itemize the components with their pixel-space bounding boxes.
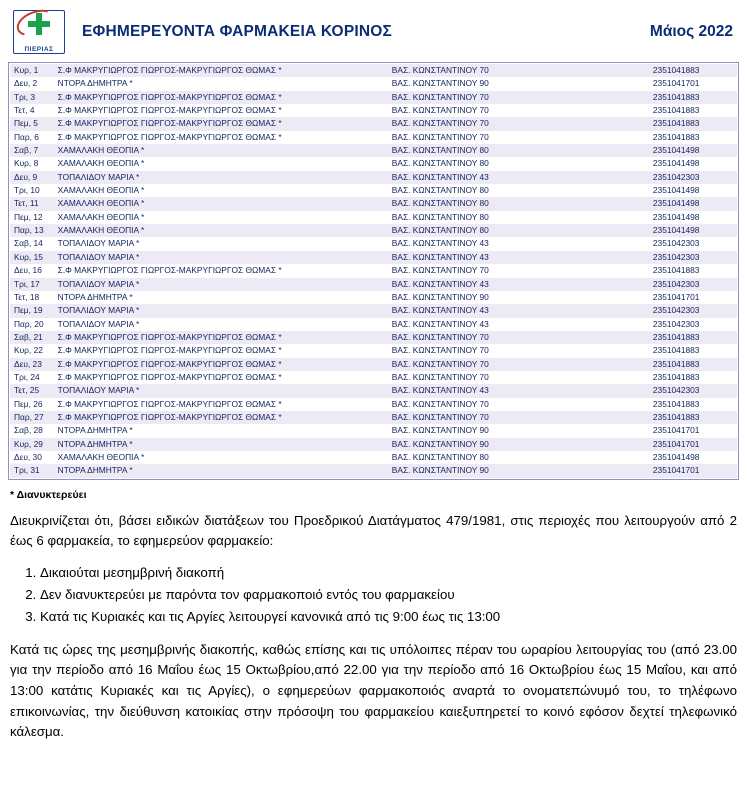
table-row — [10, 411, 737, 424]
schedule-table-body — [10, 64, 737, 478]
cell-phone: 2351041883 — [652, 118, 700, 129]
cell-phone: 2351041498 — [652, 225, 700, 236]
cell-pharmacy: Σ.Φ ΜΑΚΡΥΓΙΩΡΓΟΣ ΓΙΩΡΓΟΣ-ΜΑΚΡΥΓΙΩΡΓΟΣ ΘΩΜΑΣ * — [57, 411, 282, 422]
table-row — [10, 184, 737, 197]
cell-pharmacy: ΧΑΜΑΛΑΚΗ ΘΕΟΠΙΑ * — [57, 145, 145, 156]
table-row — [10, 171, 737, 184]
cell-phone: 2351041701 — [652, 465, 700, 476]
table-row — [10, 197, 737, 210]
cell-day: Κυρ, 29 — [14, 438, 43, 449]
cell-phone: 2351042303 — [652, 318, 700, 329]
cell-day: Κυρ, 1 — [14, 65, 39, 75]
cell-address: ΒΑΣ. ΚΩΝΣΤΑΝΤΙΝΟΥ 90 — [391, 291, 489, 302]
table-row — [10, 358, 737, 371]
table-row — [10, 144, 737, 157]
cell-phone: 2351041701 — [652, 78, 700, 89]
cell-day: Σαβ, 7 — [14, 145, 39, 156]
cell-day: Τετ, 25 — [14, 385, 40, 396]
cell-address: ΒΑΣ. ΚΩΝΣΤΑΝΤΙΝΟΥ 70 — [391, 358, 489, 369]
cell-phone: 2351041498 — [652, 185, 700, 196]
cell-day: Σαβ, 28 — [14, 425, 43, 436]
cell-address: ΒΑΣ. ΚΩΝΣΤΑΝΤΙΝΟΥ 70 — [391, 65, 489, 75]
cell-address: ΒΑΣ. ΚΩΝΣΤΑΝΤΙΝΟΥ 80 — [391, 145, 489, 156]
cell-pharmacy: ΝΤΟΡΑ ΔΗΜΗΤΡΑ * — [57, 425, 133, 436]
cell-day: Κυρ, 15 — [14, 251, 43, 262]
table-row — [10, 264, 737, 277]
cell-phone: 2351041498 — [652, 158, 700, 169]
cell-address: ΒΑΣ. ΚΩΝΣΤΑΝΤΙΝΟΥ 70 — [391, 265, 489, 276]
cell-address: ΒΑΣ. ΚΩΝΣΤΑΝΤΙΝΟΥ 43 — [391, 171, 489, 182]
cell-pharmacy: Σ.Φ ΜΑΚΡΥΓΙΩΡΓΟΣ ΓΙΩΡΓΟΣ-ΜΑΚΡΥΓΙΩΡΓΟΣ ΘΩΜΑΣ * — [57, 371, 282, 382]
cell-day: Τετ, 18 — [14, 291, 40, 302]
cell-day: Πεμ, 19 — [14, 305, 43, 316]
cell-phone: 2351041883 — [652, 358, 700, 369]
cell-phone: 2351041883 — [652, 265, 700, 276]
table-row — [10, 398, 737, 411]
cell-day: Δευ, 30 — [14, 451, 42, 462]
cell-pharmacy: Σ.Φ ΜΑΚΡΥΓΙΩΡΓΟΣ ΓΙΩΡΓΟΣ-ΜΑΚΡΥΓΙΩΡΓΟΣ ΘΩΜΑΣ * — [57, 358, 282, 369]
cell-address: ΒΑΣ. ΚΩΝΣΤΑΝΤΙΝΟΥ 70 — [391, 331, 489, 342]
intro-paragraph: Διευκρινίζεται ότι, βάσει ειδικών διατάξεων του Προεδρικού Διατάγματος 479/1981, στις περιοχές που λειτουργούν από 2 έως 6 φαρμακεία, το εφημερεύον φαρμακείο: — [10, 512, 737, 549]
cell-address: ΒΑΣ. ΚΩΝΣΤΑΝΤΙΝΟΥ 43 — [391, 385, 489, 396]
cell-phone: 2351042303 — [652, 305, 700, 316]
rule-item: 3. Κατά τις Κυριακές και τις Αργίες λειτουργεί κανονικά από τις 9:00 έως τις 13:00 — [40, 606, 737, 627]
cell-phone: 2351041701 — [652, 438, 700, 449]
cell-phone: 2351042303 — [652, 251, 700, 262]
rule-item: 1. Δικαιούται μεσημβρινή διακοπή — [40, 562, 737, 583]
month-label: Μάιος 2022 — [649, 23, 733, 40]
cell-phone: 2351041701 — [652, 291, 700, 302]
cell-day: Τρι, 24 — [14, 371, 40, 382]
cell-address: ΒΑΣ. ΚΩΝΣΤΑΝΤΙΝΟΥ 90 — [391, 425, 489, 436]
cell-day: Πεμ, 26 — [14, 398, 43, 409]
schedule-table — [10, 64, 737, 478]
cell-day: Τρι, 17 — [14, 278, 40, 289]
cell-address: ΒΑΣ. ΚΩΝΣΤΑΝΤΙΝΟΥ 43 — [391, 305, 489, 316]
cell-pharmacy: ΤΟΠΑΛΙΔΟΥ ΜΑΡΙΑ * — [57, 278, 140, 289]
table-row — [10, 251, 737, 264]
cell-day: Παρ, 13 — [14, 225, 44, 236]
table-row — [10, 438, 737, 451]
cell-pharmacy: ΝΤΟΡΑ ΔΗΜΗΤΡΑ * — [57, 465, 133, 476]
table-row — [10, 304, 737, 317]
cell-phone: 2351042303 — [652, 385, 700, 396]
cell-phone: 2351042303 — [652, 171, 700, 182]
cell-address: ΒΑΣ. ΚΩΝΣΤΑΝΤΙΝΟΥ 80 — [391, 158, 489, 169]
cell-phone: 2351041883 — [652, 65, 700, 75]
cell-address: ΒΑΣ. ΚΩΝΣΤΑΝΤΙΝΟΥ 70 — [391, 105, 489, 116]
table-row — [10, 384, 737, 397]
cell-phone: 2351042303 — [652, 278, 700, 289]
cell-day: Δευ, 23 — [14, 358, 42, 369]
cell-phone: 2351041883 — [652, 331, 700, 342]
cell-pharmacy: Σ.Φ ΜΑΚΡΥΓΙΩΡΓΟΣ ΓΙΩΡΓΟΣ-ΜΑΚΡΥΓΙΩΡΓΟΣ ΘΩΜΑΣ * — [57, 131, 282, 142]
cell-day: Πεμ, 12 — [14, 211, 43, 222]
cell-pharmacy: Σ.Φ ΜΑΚΡΥΓΙΩΡΓΟΣ ΓΙΩΡΓΟΣ-ΜΑΚΡΥΓΙΩΡΓΟΣ ΘΩΜΑΣ * — [57, 331, 282, 342]
cell-day: Παρ, 6 — [14, 131, 39, 142]
cell-day: Δευ, 9 — [14, 171, 38, 182]
table-row — [10, 77, 737, 90]
cell-pharmacy: ΤΟΠΑΛΙΔΟΥ ΜΑΡΙΑ * — [57, 318, 140, 329]
cell-address: ΒΑΣ. ΚΩΝΣΤΑΝΤΙΝΟΥ 80 — [391, 185, 489, 196]
table-row — [10, 131, 737, 144]
cell-phone: 2351041883 — [652, 345, 700, 356]
cell-day: Τρι, 31 — [14, 465, 40, 476]
footnote-overnight: * Διανυκτερεύει — [10, 488, 87, 501]
cell-phone: 2351041883 — [652, 411, 700, 422]
table-row — [10, 451, 737, 464]
rules-list — [10, 562, 737, 628]
cell-address: ΒΑΣ. ΚΩΝΣΤΑΝΤΙΝΟΥ 70 — [391, 91, 489, 102]
cell-pharmacy: ΤΟΠΑΛΙΔΟΥ ΜΑΡΙΑ * — [57, 171, 140, 182]
cell-day: Παρ, 20 — [14, 318, 44, 329]
cell-day: Δευ, 16 — [14, 265, 42, 276]
cell-pharmacy: Σ.Φ ΜΑΚΡΥΓΙΩΡΓΟΣ ΓΙΩΡΓΟΣ-ΜΑΚΡΥΓΙΩΡΓΟΣ ΘΩΜΑΣ * — [57, 91, 282, 102]
cell-address: ΒΑΣ. ΚΩΝΣΤΑΝΤΙΝΟΥ 70 — [391, 411, 489, 422]
cell-pharmacy: ΝΤΟΡΑ ΔΗΜΗΤΡΑ * — [57, 78, 133, 89]
cell-pharmacy: ΤΟΠΑΛΙΔΟΥ ΜΑΡΙΑ * — [57, 385, 140, 396]
cell-address: ΒΑΣ. ΚΩΝΣΤΑΝΤΙΝΟΥ 43 — [391, 318, 489, 329]
table-row — [10, 371, 737, 384]
cell-pharmacy: ΝΤΟΡΑ ΔΗΜΗΤΡΑ * — [57, 291, 133, 302]
logo-label: ΠΙΕΡΙΑΣ — [24, 46, 54, 53]
table-row — [10, 64, 737, 77]
cell-address: ΒΑΣ. ΚΩΝΣΤΑΝΤΙΝΟΥ 70 — [391, 131, 489, 142]
cell-day: Παρ, 27 — [14, 411, 44, 422]
table-row — [10, 157, 737, 170]
cell-phone: 2351041883 — [652, 398, 700, 409]
schedule-table-container — [8, 62, 739, 480]
cell-address: ΒΑΣ. ΚΩΝΣΤΑΝΤΙΝΟΥ 43 — [391, 251, 489, 262]
cell-address: ΒΑΣ. ΚΩΝΣΤΑΝΤΙΝΟΥ 70 — [391, 371, 489, 382]
cell-address: ΒΑΣ. ΚΩΝΣΤΑΝΤΙΝΟΥ 70 — [391, 398, 489, 409]
cell-address: ΒΑΣ. ΚΩΝΣΤΑΝΤΙΝΟΥ 90 — [391, 465, 489, 476]
cell-pharmacy: ΤΟΠΑΛΙΔΟΥ ΜΑΡΙΑ * — [57, 305, 140, 316]
green-cross-icon — [28, 13, 50, 35]
cell-day: Κυρ, 8 — [14, 158, 39, 169]
cell-day: Πεμ, 5 — [14, 118, 38, 129]
cell-day: Σαβ, 14 — [14, 238, 43, 249]
table-row — [10, 117, 737, 130]
cell-day: Τρι, 10 — [14, 185, 40, 196]
cell-day: Τετ, 11 — [14, 198, 39, 209]
document-header — [8, 6, 739, 62]
cell-day: Κυρ, 22 — [14, 345, 43, 356]
cell-address: ΒΑΣ. ΚΩΝΣΤΑΝΤΙΝΟΥ 80 — [391, 451, 489, 462]
cell-address: ΒΑΣ. ΚΩΝΣΤΑΝΤΙΝΟΥ 80 — [391, 225, 489, 236]
cell-pharmacy: ΧΑΜΑΛΑΚΗ ΘΕΟΠΙΑ * — [57, 198, 145, 209]
cell-day: Σαβ, 21 — [14, 331, 43, 342]
cell-phone: 2351041701 — [652, 425, 700, 436]
cell-day: Τετ, 4 — [14, 105, 35, 116]
cell-phone: 2351041883 — [652, 131, 700, 142]
page-title: ΕΦΗΜΕΡΕΥΟΝΤΑ ΦΑΡΜΑΚΕΙΑ ΚΟΡΙΝΟΣ — [82, 23, 393, 40]
cell-pharmacy: ΤΟΠΑΛΙΔΟΥ ΜΑΡΙΑ * — [57, 251, 140, 262]
cell-pharmacy: Σ.Φ ΜΑΚΡΥΓΙΩΡΓΟΣ ΓΙΩΡΓΟΣ-ΜΑΚΡΥΓΙΩΡΓΟΣ ΘΩΜΑΣ * — [57, 65, 282, 75]
cell-phone: 2351041498 — [652, 198, 700, 209]
rule-item: 2. Δεν διανυκτερεύει με παρόντα τον φαρμακοποιό εντός του φαρμακείου — [40, 584, 737, 605]
table-row — [10, 211, 737, 224]
table-row — [10, 424, 737, 437]
cell-pharmacy: ΤΟΠΑΛΙΔΟΥ ΜΑΡΙΑ * — [57, 238, 140, 249]
pharmacy-association-logo-icon — [10, 8, 68, 56]
cell-pharmacy: Σ.Φ ΜΑΚΡΥΓΙΩΡΓΟΣ ΓΙΩΡΓΟΣ-ΜΑΚΡΥΓΙΩΡΓΟΣ ΘΩΜΑΣ * — [57, 105, 282, 116]
cell-phone: 2351041498 — [652, 451, 700, 462]
table-row — [10, 344, 737, 357]
table-row — [10, 237, 737, 250]
table-row — [10, 278, 737, 291]
cell-address: ΒΑΣ. ΚΩΝΣΤΑΝΤΙΝΟΥ 90 — [391, 438, 489, 449]
cell-day: Δευ, 2 — [14, 78, 38, 89]
cell-address: ΒΑΣ. ΚΩΝΣΤΑΝΤΙΝΟΥ 80 — [391, 198, 489, 209]
cell-pharmacy: Σ.Φ ΜΑΚΡΥΓΙΩΡΓΟΣ ΓΙΩΡΓΟΣ-ΜΑΚΡΥΓΙΩΡΓΟΣ ΘΩΜΑΣ * — [57, 345, 282, 356]
cell-pharmacy: ΝΤΟΡΑ ΔΗΜΗΤΡΑ * — [57, 438, 133, 449]
cell-address: ΒΑΣ. ΚΩΝΣΤΑΝΤΙΝΟΥ 80 — [391, 211, 489, 222]
cell-pharmacy: Σ.Φ ΜΑΚΡΥΓΙΩΡΓΟΣ ΓΙΩΡΓΟΣ-ΜΑΚΡΥΓΙΩΡΓΟΣ ΘΩΜΑΣ * — [57, 118, 282, 129]
table-row — [10, 224, 737, 237]
closing-paragraph: Κατά τις ώρες της μεσημβρινής διακοπής, καθώς επίσης και τις υπόλοιπες πέραν του ωραρίου λειτουργίας του (από 23.00 για την περίοδο από 16 Μαΐου έως 15 Οκτωβρίου,από 22.00 για την περίοδο από 16 Οκτωβρίου έως 15 Μαΐου, και από 13:00 κατάτις Κυριακές και τις Αργίες), ο εφημερεύων φαρμακοποιός αναρτά το ονοματεπώνυμό του, το τηλέφωνο επικοινωνίας, την διεύθυνση κατοικίας στην πρόσοψη του φαρμακείου καιεξυπηρετεί το κοινό εφόσον δεχτεί τηλεφωνικό κάλεσμα. — [10, 641, 737, 740]
cell-pharmacy: ΧΑΜΑΛΑΚΗ ΘΕΟΠΙΑ * — [57, 451, 145, 462]
cell-phone: 2351041498 — [652, 211, 700, 222]
table-row — [10, 464, 737, 477]
cell-phone: 2351041883 — [652, 91, 700, 102]
cell-phone: 2351042303 — [652, 238, 700, 249]
cell-phone: 2351041883 — [652, 105, 700, 116]
cell-pharmacy: ΧΑΜΑΛΑΚΗ ΘΕΟΠΙΑ * — [57, 158, 145, 169]
cell-pharmacy: ΧΑΜΑΛΑΚΗ ΘΕΟΠΙΑ * — [57, 225, 145, 236]
cell-phone: 2351041883 — [652, 371, 700, 382]
cell-pharmacy: Σ.Φ ΜΑΚΡΥΓΙΩΡΓΟΣ ΓΙΩΡΓΟΣ-ΜΑΚΡΥΓΙΩΡΓΟΣ ΘΩΜΑΣ * — [57, 265, 282, 276]
cell-address: ΒΑΣ. ΚΩΝΣΤΑΝΤΙΝΟΥ 43 — [391, 278, 489, 289]
table-row — [10, 318, 737, 331]
table-row — [10, 91, 737, 104]
table-row — [10, 104, 737, 117]
cell-phone: 2351041498 — [652, 145, 700, 156]
cell-pharmacy: ΧΑΜΑΛΑΚΗ ΘΕΟΠΙΑ * — [57, 185, 145, 196]
cell-address: ΒΑΣ. ΚΩΝΣΤΑΝΤΙΝΟΥ 70 — [391, 118, 489, 129]
title-block — [76, 23, 737, 41]
cell-address: ΒΑΣ. ΚΩΝΣΤΑΝΤΙΝΟΥ 70 — [391, 345, 489, 356]
cell-pharmacy: Σ.Φ ΜΑΚΡΥΓΙΩΡΓΟΣ ΓΙΩΡΓΟΣ-ΜΑΚΡΥΓΙΩΡΓΟΣ ΘΩΜΑΣ * — [57, 398, 282, 409]
table-row — [10, 331, 737, 344]
cell-address: ΒΑΣ. ΚΩΝΣΤΑΝΤΙΝΟΥ 43 — [391, 238, 489, 249]
table-row — [10, 291, 737, 304]
cell-day: Τρι, 3 — [14, 91, 36, 102]
cell-pharmacy: ΧΑΜΑΛΑΚΗ ΘΕΟΠΙΑ * — [57, 211, 145, 222]
cell-address: ΒΑΣ. ΚΩΝΣΤΑΝΤΙΝΟΥ 90 — [391, 78, 489, 89]
